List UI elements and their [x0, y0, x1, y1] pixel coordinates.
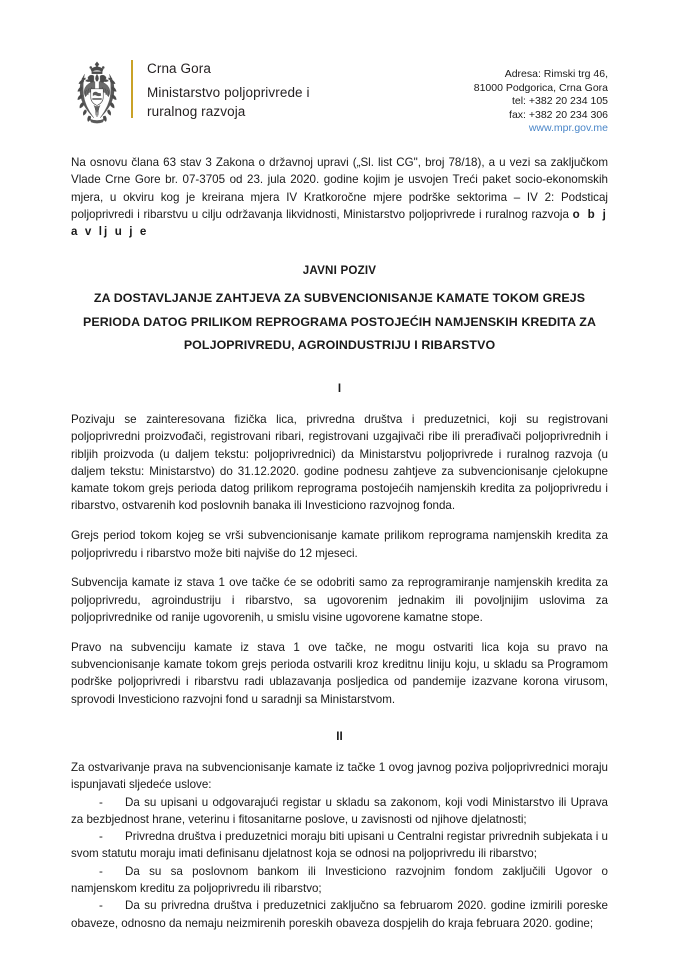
section-one-paragraph-4: Pravo na subvenciju kamate iz stava 1 ove tačke, ne mogu ostvariti lica koja su pravo na subvencionisanje kamate tokom grejs perioda ostvarili kroz kreditnu liniju koju, u skladu sa Programom podrške poljoprivredi i ribarstvu radi ublazavanja posljedica od pandemije izazvane korona virusom, sprovodi Investiciono razvojni fond u saradnji sa Ministarstvom.	[71, 640, 608, 706]
contact-address-line1: Adresa: Rimski trg 46,	[504, 68, 608, 80]
brand-block	[71, 58, 310, 128]
list-item-text: Da su sa poslovnom bankom ili Investiciono razvojnim fondom zaključili Ugovor o namjenskom kreditu za poljoprivredu ili ribarstvo;	[71, 864, 608, 895]
main-title-line1: ZA DOSTAVLJANJE ZAHTJEVA ZA SUBVENCIONISANJE KAMATE TOKOM GREJS	[93, 291, 586, 306]
legal-basis-text: Na osnovu člana 63 stav 3 Zakona o državnoj upravi („Sl. list CG", broj 78/18), a u vezi sa zaključkom Vlade Crne Gore br. 07-3705 od 23. jula 2020. godine kojim je usvojen Treći paket socio-ekonomskih mjera, u okviru kog je kreirana mjera IV Kratkoročne mjere podrške sektorima – IV 2: Podsticaj poljoprivredi i ribarstvu u cilju održavanja likvidnosti, Ministarstvo poljoprivrede i ruralnog razvoja	[71, 155, 608, 221]
list-item-text: Da su privredna društva i preduzetnici zaključno sa februarom 2020. godine izmirili poreske obaveze, odnosno da nemaju neizmirenih poreskih obaveza dospjelih do kraja februara 2020. godine;	[71, 899, 608, 930]
public-call-heading: JAVNI POZIV	[302, 264, 377, 278]
list-item	[71, 794, 608, 829]
brand-text	[147, 58, 310, 128]
document-body	[71, 154, 608, 932]
list-item	[71, 828, 608, 863]
contact-fax: fax: +382 20 234 306	[509, 108, 608, 121]
list-dash-marker: -	[99, 795, 103, 809]
list-dash-marker: -	[99, 830, 103, 844]
country-name: Crna Gora	[147, 61, 211, 76]
list-dash-marker: -	[99, 864, 103, 878]
list-item	[71, 897, 608, 932]
list-item-text: Da su upisani u odgovarajući registar u skladu sa zakonom, koji vodi Ministarstvo ili Uprava za bezbjednost hrane, veterinu i fitosanitarne poslove, u zavisnosti od njihove djelatnosti;	[71, 795, 608, 826]
main-title-line3: POLJOPRIVREDU, AGROINDUSTRIJU I RIBARSTVO	[183, 338, 496, 353]
letterhead	[71, 0, 608, 136]
brand-divider	[131, 60, 133, 118]
list-item-text: Privredna društva i preduzetnici moraju biti upisani u Centralni registar privrednih subjekata i u svom statutu moraju imati definisanu djelatnost koja se odnosi na poljoprivredu ili ribarstvo;	[71, 830, 608, 861]
publishes-keyword: o b j a v lj u j e	[71, 207, 609, 239]
ministry-name-line2: ruralnog razvoja	[147, 104, 246, 119]
section-one-paragraph-3: Subvencija kamate iz stava 1 ove tačke će se odobriti samo za reprogramiranje namjenskih kredita za poljoprivredu, agroindustriju i ribarstvo, sa ugovorenim jednakim ili povoljnijim uslovima za poljoprivrednike od ranije ugovorenih, u smislu visine ugovorene kamatne stope.	[71, 576, 608, 624]
contact-block	[474, 58, 608, 136]
main-title-line2: PERIODA DATOG PRILIKOM REPROGRAMA POSTOJEĆIH NAMJENSKIH KREDITA ZA	[82, 314, 597, 329]
section-numeral-two: II	[336, 729, 343, 743]
list-dash-marker: -	[99, 899, 103, 913]
contact-website-link[interactable]: www.mpr.gov.me	[528, 122, 608, 135]
eligibility-conditions-list	[71, 794, 608, 932]
section-two-lead-paragraph: Za ostvarivanje prava na subvencionisanje kamate iz tačke 1 ovog javnog poziva poljoprivrednici moraju ispunjavati sljedeće uslove:	[71, 760, 608, 792]
list-item	[71, 863, 608, 898]
section-one-paragraph-2: Grejs period tokom kojeg se vrši subvencionisanje kamate prilikom reprograma namjenskih kredita za poljoprivredu i ribarstvo može biti najviše do 12 mjeseci.	[71, 529, 608, 560]
contact-telephone: tel: +382 20 234 105	[511, 95, 608, 108]
contact-address-line2: 81000 Podgorica, Crna Gora	[473, 81, 608, 94]
montenegro-coat-of-arms-icon	[71, 58, 123, 128]
section-one-paragraph-1: Pozivaju se zainteresovana fizička lica, privredna društva i preduzetnici, koji su registrovani poljoprivredni proizvođači, registrovani ribari, registrovani uzgajivači ribe ili prerađivači poljoprivrednih i ribljih proizvoda (u daljem tekstu: poljoprivrednici) da Ministarstvu poljoprivrede i ruralnog razvoja (u daljem tekstu: Ministarstvo) do 31.12.2020. godine podnesu zahtjeve za subvencionisanje cjelokupne kamate tokom grejs perioda datog prilikom reprograma postojećih namjenskih kredita za poljoprivredu i ribarstvo, ostvarenih kod poslovnih banaka ili Investiciono razvojnog fonda.	[71, 412, 608, 513]
legal-basis-paragraph	[71, 154, 608, 240]
section-numeral-one: I	[337, 381, 342, 395]
ministry-name-line1: Ministarstvo poljoprivrede i	[147, 84, 310, 100]
